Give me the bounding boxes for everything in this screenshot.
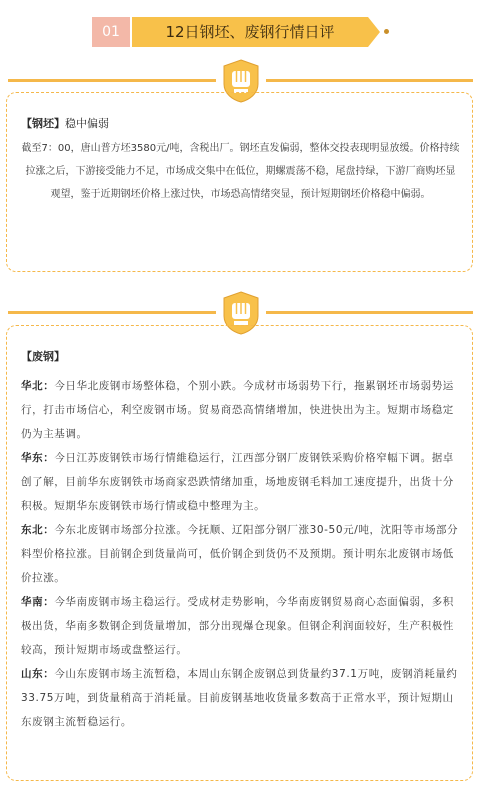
divider-line-left xyxy=(8,79,216,82)
divider-line-left xyxy=(8,311,216,314)
region-text: 今东北废钢市场部分拉涨。今抚顺、辽阳部分钢厂涨30-50元/吨，沈阳等市场部分料型价格拉涨。目前钢企到货量尚可，低价钢企到货仍不及预期。预计明东北废钢市场低价拉涨。 xyxy=(21,524,459,584)
region-text: 今日江苏废钢铁市场行情維稳运行，江西部分钢厂废钢铁采购价格窄幅下调。据卓创了解，目前华东废钢铁市场商家恐跌情绪加重，场地废钢毛料加工速度提升，出货十分积极。短期华东废钢铁市场行情或稳中整理为主。 xyxy=(21,452,454,512)
billet-card xyxy=(6,92,473,272)
region-text: 今山东废钢市场主流暂稳，本周山东钢企废钢总到货量约37.1万吨，废钢消耗量约33.75万吨，到货量稍高于消耗量。目前废钢基地收货量多数高于正常水平，预计短期山东废钢主流暂稳运行。 xyxy=(21,668,458,728)
region-paragraph xyxy=(21,374,460,446)
banner-dot xyxy=(384,29,389,34)
region-text: 今日华北废钢市场整体稳，个别小跌。今成材市场弱势下行，拖累钢坯市场弱势运行，打击市场信心，利空废钢市场。贸易商恐高情绪增加，快进快出为主。短期市场稳定仍为主基调。 xyxy=(21,380,454,440)
section-number: 01 xyxy=(92,17,130,47)
region-name: 华北： xyxy=(21,380,55,392)
divider-line-right xyxy=(266,311,473,314)
region-name: 东北： xyxy=(21,524,55,536)
region-name: 华东： xyxy=(21,452,55,464)
scrap-body xyxy=(21,374,460,734)
section-title: 12日钢坯、废钢行情日评 xyxy=(132,17,368,47)
billet-tag: 【钢坯】 xyxy=(21,117,65,130)
billet-text: 截至7：00，唐山普方坯3580元/吨，含税出厂。钢坯直发偏弱，整体交投表现明显放缓。价格持续拉涨之后，下游接受能力不足，市场成交集中在低位，期螺震荡不稳，尾盘持绿，下游厂商购坯显观望，鉴于近期钢坯价格上涨过快，市场恐高情绪突显，预计短期钢坯价格稳中偏弱。 xyxy=(21,143,460,200)
region-text: 今华南废钢市场主稳运行。受成材走势影响，今华南废钢贸易商心态面偏弱，多积极出货，华南多数钢企到货量增加，部分出现爆仓现象。但钢企利润面较好，生产积极性较高，预计短期市场或盘整运行。 xyxy=(21,596,454,656)
scrap-card xyxy=(6,325,473,781)
region-paragraph xyxy=(21,662,460,734)
region-name: 山东： xyxy=(21,668,55,680)
region-paragraph xyxy=(21,590,460,662)
scrap-tag: 【废钢】 xyxy=(21,350,65,363)
billet-summary: 稳中偏弱 xyxy=(65,117,109,130)
region-paragraph xyxy=(21,518,460,590)
billet-heading xyxy=(21,115,109,131)
region-name: 华南： xyxy=(21,596,55,608)
section-header xyxy=(92,17,392,47)
banner-arrow-tip xyxy=(368,17,380,47)
divider-line-right xyxy=(266,79,473,82)
region-paragraph xyxy=(21,446,460,518)
